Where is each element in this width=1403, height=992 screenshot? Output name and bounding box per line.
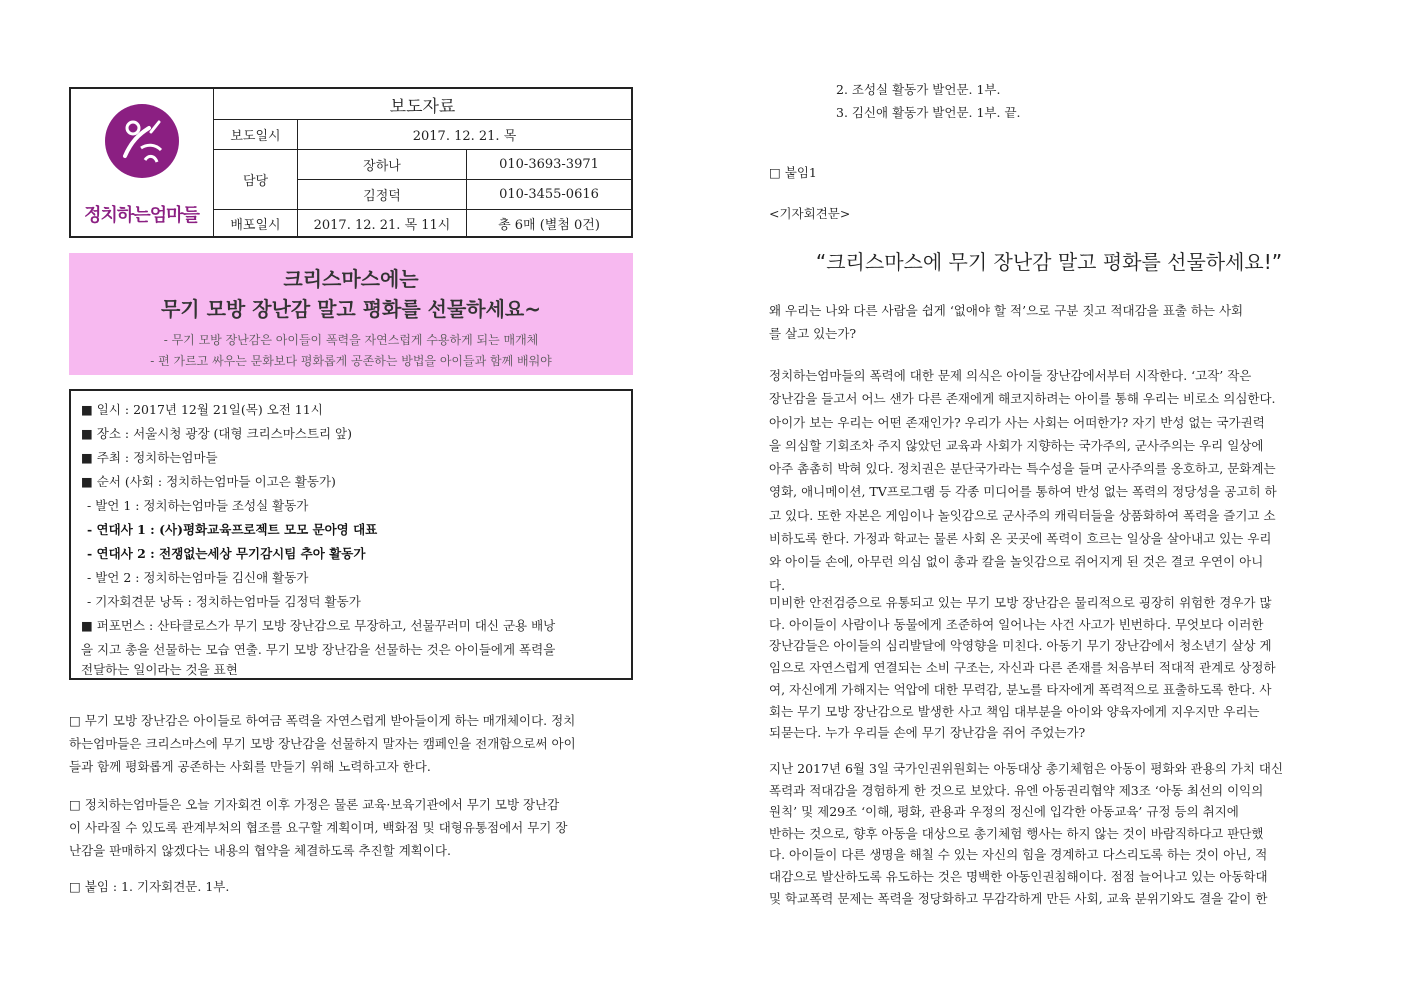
info-line: - 기자회견문 낭독 : 정치하는엄마들 김정덕 활동가: [87, 594, 361, 609]
text-line: 다. 아이들이 사람이나 동물에게 조준하여 일어나는 사건 사고가 빈번하다. 무엇보다 이러한: [769, 616, 1264, 632]
headline-line2: 무기 모방 장난감 말고 평화를 선물하세요~: [160, 297, 541, 321]
text-line: 여, 자신에게 가해지는 억압에 대한 무력감, 분노를 타자에게 폭력적으로 표출하도록 한다. 사: [769, 681, 1272, 697]
info-line: ■ 일시 : 2017년 12월 21일(목) 오전 11시: [81, 402, 323, 417]
release-date-value: 2017. 12. 21. 목: [297, 119, 631, 149]
headline-box: [69, 253, 633, 375]
text-line: 를 살고 있는가?: [769, 326, 857, 341]
logo-org-name: 정치하는엄마들: [84, 205, 199, 226]
attachment-heading: □ 붙임1: [769, 165, 817, 180]
info-line: - 발언 2 : 정치하는엄마들 김신애 활동가: [87, 570, 309, 585]
contact1-name: 장하나: [297, 149, 466, 179]
distribution-label: 배포일시: [214, 209, 297, 236]
text-line: 하는엄마들은 크리스마스에 무기 모방 장난감을 선물하지 말자는 캠페인을 전개함으로써 아이: [69, 736, 576, 751]
contact2-phone: 010-3455-0616: [466, 179, 631, 209]
text-line: 고 있다. 또한 자본은 게임이나 놀잇감으로 군사주의 캐릭터들을 상품화하여 폭력을 즐기고 소: [769, 507, 1276, 523]
statement-paragraph-1: [769, 299, 1337, 345]
org-logo: [71, 89, 214, 236]
info-line: ■ 장소 : 서울시청 광장 (대형 크리스마스트리 앞): [81, 426, 352, 441]
headline-line1: 크리스마스에는: [283, 267, 419, 291]
text-line: 들과 함께 평화롭게 공존하는 사회를 만들기 위해 노력하고자 한다.: [69, 759, 431, 774]
text-line: 장난감들은 아이들의 심리발달에 악영향을 미친다. 아동기 무기 장난감에서 청소년기 살상 게: [769, 638, 1272, 654]
text-line: 왜 우리는 나와 다른 사람을 쉽게 ‘없애야 할 적’으로 구분 짓고 적대감을 표출 하는 사회: [769, 303, 1244, 318]
statement-paragraph-3: [769, 592, 1337, 744]
info-line-bold: - 연대사 1 : (사)평화교육프로젝트 모모 문아영 대표: [87, 522, 378, 537]
statement-kind: <기자회견문>: [769, 206, 851, 221]
info-line: ■ 순서 (사회 : 정치하는엄마들 이고은 활동가): [81, 474, 336, 489]
left-paragraph-1: [69, 709, 633, 778]
info-line: ■ 주최 : 정치하는엄마들: [81, 450, 218, 465]
text-line: 정치하는엄마들의 폭력에 대한 문제 의식은 아이들 장난감에서부터 시작한다. ‘고작’ 작은: [769, 368, 1252, 383]
text-line: □ 붙임 : 1. 기자회견문. 1부.: [69, 879, 230, 894]
text-line: 을 의심할 기회조차 주지 않았던 교육과 사회가 지향하는 국가주의, 군사주의는 우리 일상에: [769, 437, 1264, 453]
list-item: 2. 조성실 활동가 발언문. 1부.: [836, 82, 1001, 97]
page-count: 총 6매 (별첨 0건): [466, 209, 631, 236]
doc-type-title: 보도자료: [389, 96, 456, 117]
text-line: 영화, 애니메이션, TV프로그램 등 각종 미디어를 통하여 반성 없는 폭력의 정당성을 공고히 하: [769, 484, 1277, 500]
left-attachment-note: [69, 875, 633, 898]
event-info-box: [69, 389, 633, 680]
text-line: 및 학교폭력 문제는 폭력을 정당화하고 무감각하게 만든 사회, 교육 분위기와도 결을 같이 한: [769, 890, 1268, 906]
info-line: 전달하는 일이라는 것을 표현: [81, 662, 238, 677]
contact-label: 담당: [214, 149, 297, 209]
text-line: 아주 촘촘히 박혀 있다. 정치권은 분단국가라는 특수성을 들며 군사주의를 옹호하고, 문화계는: [769, 461, 1276, 477]
text-line: 폭력과 적대감을 경험하게 한 것으로 보았다. 유엔 아동권리협약 제3조 ‘아동 최선의 이익의: [769, 782, 1264, 798]
text-line: 다. 아이들이 다른 생명을 해칠 수 있는 자신의 힘을 경계하고 다스리도록 하는 것이 아닌, 적: [769, 847, 1268, 863]
info-line: 을 지고 총을 선물하는 모습 연출. 무기 모방 장난감을 선물하는 것은 아이들에게 폭력을: [81, 642, 556, 657]
statement-paragraph-2: [769, 364, 1337, 597]
text-line: 아이가 보는 우리는 어떤 존재인가? 우리가 사는 사회는 어떠한가? 자기 반성 없는 국가권력: [769, 414, 1265, 430]
contact1-phone: 010-3693-3971: [466, 149, 631, 179]
text-line: 이 사라질 수 있도록 관계부처의 협조를 요구할 계획이며, 백화점 및 대형유통점에서 무기 장: [69, 820, 568, 835]
contact2-name: 김정덕: [297, 179, 466, 209]
text-line: 회는 무기 모방 장난감으로 발생한 사고 책임 대부분을 아이와 양육자에게 지우지만 우리는: [769, 703, 1260, 719]
statement-paragraph-4: [769, 758, 1337, 909]
statement-title: “크리스마스에 무기 장난감 말고 평화를 선물하세요!”: [815, 250, 1283, 274]
list-item: 3. 김신애 활동가 발언문. 1부. 끝.: [836, 105, 1021, 120]
text-line: 다.: [769, 577, 786, 593]
attachment-list: [836, 78, 1236, 124]
text-line: 지난 2017년 6월 3일 국가인권위원회는 아동대상 총기체험은 아동이 평화와 관용의 가치 대신: [769, 761, 1284, 776]
text-line: 와 아이들 손에, 아무런 의심 없이 총과 칼을 놀잇감으로 쥐어지게 된 것은 결코 우연이 아니: [769, 554, 1264, 570]
text-line: 임으로 자연스럽게 연결되는 소비 구조는, 자신과 다른 존재를 처음부터 적대적 관계로 상정하: [769, 660, 1276, 676]
text-line: 대감으로 발산하도록 유도하는 것은 명백한 아동인권침해이다. 점점 늘어나고 있는 아동학대: [769, 868, 1268, 884]
logo-mark-icon: [105, 104, 179, 178]
press-header-table: [69, 87, 633, 238]
info-line: ■ 퍼포먼스 : 산타클로스가 무기 모방 장난감으로 무장하고, 선물꾸러미 대신 군용 배낭: [81, 618, 556, 633]
text-line: □ 정치하는엄마들은 오늘 기자회견 이후 가정은 물론 교육·보육기관에서 무기 모방 장난감: [69, 797, 560, 812]
subheadline-1: - 무기 모방 장난감은 아이들이 폭력을 자연스럽게 수용하게 되는 매개체: [163, 333, 539, 347]
text-line: 미비한 안전검증으로 유통되고 있는 무기 모방 장난감은 물리적으로 굉장히 위험한 경우가 많: [769, 595, 1272, 610]
left-paragraph-2: [69, 793, 633, 862]
text-line: 원칙’ 및 제29조 ‘이해, 평화, 관용과 우정의 정신에 입각한 아동교육’ 규정 등의 취지에: [769, 804, 1239, 820]
text-line: 장난감을 들고서 어느 샌가 다른 존재에게 해코지하려는 아이를 통해 우리는 비로소 의심한다.: [769, 391, 1276, 407]
release-date-label: 보도일시: [214, 119, 297, 149]
subheadline-2: - 편 가르고 싸우는 문화보다 평화롭게 공존하는 방법을 아이들과 함께 배워야: [150, 354, 552, 368]
info-line-bold: - 연대사 2 : 전쟁없는세상 무기감시팀 추아 활동가: [87, 546, 366, 561]
distribution-value: 2017. 12. 21. 목 11시: [297, 209, 466, 236]
info-line: - 발언 1 : 정치하는엄마들 조성실 활동가: [87, 498, 309, 513]
text-line: 반하는 것으로, 향후 아동을 대상으로 총기체험 행사는 하지 않는 것이 바람직하다고 판단했: [769, 825, 1264, 841]
text-line: 난감을 판매하지 않겠다는 내용의 협약을 체결하도록 추진할 계획이다.: [69, 843, 451, 858]
text-line: 되묻는다. 누가 우리들 손에 무기 장난감을 쥐어 주었는가?: [769, 725, 1086, 741]
text-line: 비하도록 한다. 가정과 학교는 물론 사회 온 곳곳에 폭력이 흐르는 일상을 살아내고 있는 우리: [769, 531, 1272, 547]
text-line: □ 무기 모방 장난감은 아이들로 하여금 폭력을 자연스럽게 받아들이게 하는 매개체이다. 정치: [69, 713, 576, 728]
